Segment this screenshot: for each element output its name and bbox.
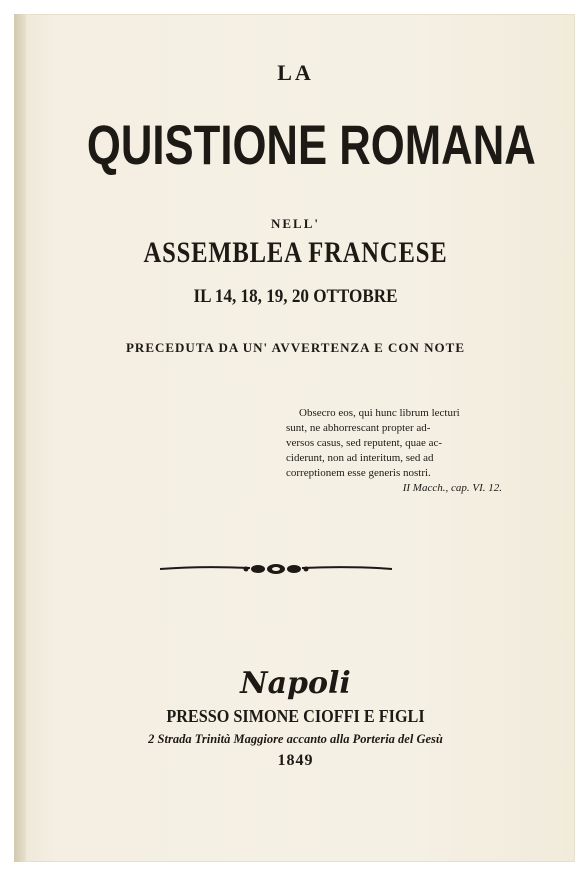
epigraph-line: Obsecro eos, qui hunc librum lecturi xyxy=(299,407,460,419)
epigraph-line: ciderunt, non ad interitum, sed ad xyxy=(286,452,434,464)
publisher-address: 2 Strada Trinità Maggiore accanto alla Porteria del Gesù xyxy=(148,732,443,746)
ornament-divider-icon xyxy=(158,559,394,579)
description-line: PRECEDUTA DA UN' AVVERTENZA E CON NOTE xyxy=(125,340,465,355)
epigraph-line: versos casus, sed reputent, quae ac- xyxy=(286,437,443,449)
title-article: LA xyxy=(277,60,314,85)
title-preposition: NELL' xyxy=(270,216,320,231)
subtitle: ASSEMBLEA FRANCESE xyxy=(143,236,448,269)
publication-year: 1849 xyxy=(277,752,314,769)
epigraph-citation: II Macch., cap. VI. 12. xyxy=(402,482,502,494)
main-title: QUISTIONE ROMANA xyxy=(86,113,536,176)
epigraph xyxy=(286,406,510,496)
epigraph-line: correptionem esse generis nostri. xyxy=(286,467,431,479)
session-dates: IL 14, 18, 19, 20 OTTOBRE xyxy=(193,286,398,307)
page-gutter xyxy=(14,14,26,862)
publisher: PRESSO SIMONE CIOFFI E FIGLI xyxy=(166,706,425,726)
epigraph-line: sunt, ne abhorrescant propter ad- xyxy=(286,422,431,434)
publication-city: Napoli xyxy=(240,666,351,701)
